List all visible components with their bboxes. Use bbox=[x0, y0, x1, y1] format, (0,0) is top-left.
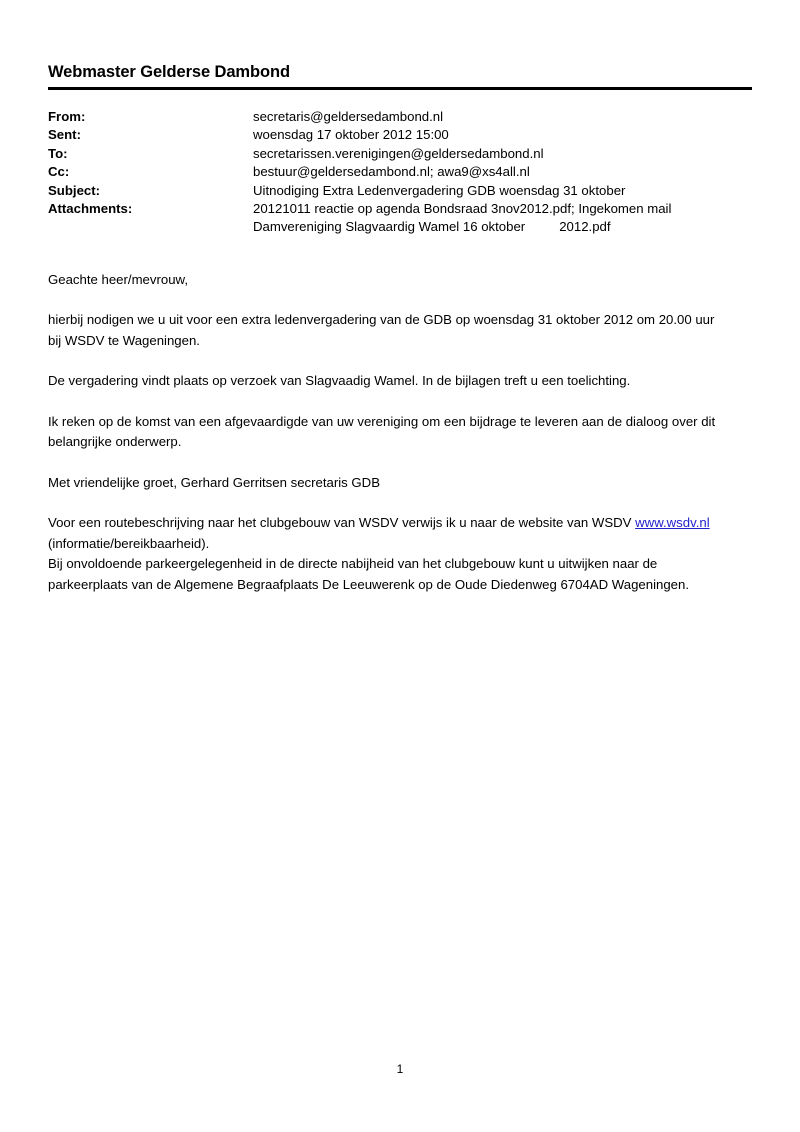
field-value-attachments bbox=[253, 200, 752, 237]
body-paragraph-5-prefix: Voor een routebeschrijving naar het clubgebouw van WSDV verwijs ik u naar de website van WSDV bbox=[48, 515, 636, 531]
field-value-cc: bestuur@geldersedambond.nl; awa9@xs4all.nl bbox=[253, 164, 530, 180]
body-paragraph-3-line-2: belangrijke onderwerp. bbox=[48, 434, 182, 450]
attachment-line-2-part-1: Damvereniging Slagvaardig Wamel 16 oktober bbox=[253, 219, 526, 235]
title-divider bbox=[48, 87, 752, 90]
body-paragraph-1 bbox=[48, 310, 738, 351]
field-value-subject: Uitnodiging Extra Ledenvergadering GDB woensdag 31 oktober bbox=[253, 182, 626, 198]
header-row-subject bbox=[48, 182, 752, 200]
attachment-line-2 bbox=[253, 218, 752, 236]
body-paragraph-5-line-1 bbox=[48, 513, 738, 534]
field-label-to: To: bbox=[48, 145, 68, 161]
body-signature: Met vriendelijke groet, Gerhard Gerritsen secretaris GDB bbox=[48, 474, 381, 490]
body-greeting: Geachte heer/mevrouw, bbox=[48, 271, 189, 287]
header-row-from bbox=[48, 108, 752, 126]
body-paragraph-2: De vergadering vindt plaats op verzoek van Slagvaadig Wamel. In de bijlagen treft u een toelichting. bbox=[48, 373, 631, 389]
field-value-sent: woensdag 17 oktober 2012 15:00 bbox=[253, 127, 449, 143]
field-value-to: secretarissen.verenigingen@geldersedambond.nl bbox=[253, 145, 544, 161]
body-paragraph-5-line-4: parkeerplaats van de Algemene Begraafplaats De Leeuwerenk op de Oude Diedenweg 6704AD Wageningen. bbox=[48, 576, 690, 592]
header-row-sent bbox=[48, 126, 752, 144]
header-row-attachments bbox=[48, 200, 752, 237]
email-header-fields bbox=[48, 108, 752, 237]
header-row-cc bbox=[48, 163, 752, 181]
body-paragraph-5-line-2: (informatie/bereikbaarheid). bbox=[48, 535, 210, 551]
body-paragraph-3 bbox=[48, 412, 738, 453]
body-paragraph-5 bbox=[48, 513, 738, 595]
body-paragraph-1-line-2: bij WSDV te Wageningen. bbox=[48, 332, 200, 348]
attachment-line-1: 20121011 reactie op agenda Bondsraad 3nov2012.pdf; Ingekomen mail bbox=[253, 201, 672, 217]
body-paragraph-5-line-3: Bij onvoldoende parkeergelegenheid in de directe nabijheid van het clubgebouw kunt u uitwijken naar de bbox=[48, 556, 658, 572]
page-number: 1 bbox=[396, 1062, 404, 1076]
body-paragraph-1-line-1: hierbij nodigen we u uit voor een extra ledenvergadering van de GDB op woensdag 31 oktober 2012 om 20.00 uur bbox=[48, 312, 715, 328]
field-label-cc: Cc: bbox=[48, 164, 70, 180]
body-paragraph-3-line-1: Ik reken op de komst van een afgevaardigde van uw vereniging om een bijdrage te leveren aan de dialoog over dit bbox=[48, 413, 716, 429]
attachment-line-2-part-2: 2012.pdf bbox=[559, 219, 611, 235]
field-label-sent: Sent: bbox=[48, 127, 81, 143]
field-label-attachments: Attachments: bbox=[48, 201, 133, 217]
email-body bbox=[48, 270, 752, 596]
field-label-from: From: bbox=[48, 109, 86, 124]
document-content bbox=[48, 62, 752, 595]
header-row-to bbox=[48, 145, 752, 163]
page-title: Webmaster Gelderse Dambond bbox=[48, 63, 290, 81]
wsdv-website-link[interactable]: www.wsdv.nl bbox=[635, 515, 710, 531]
field-value-from: secretaris@geldersedambond.nl bbox=[253, 109, 444, 124]
field-label-subject: Subject: bbox=[48, 182, 101, 198]
